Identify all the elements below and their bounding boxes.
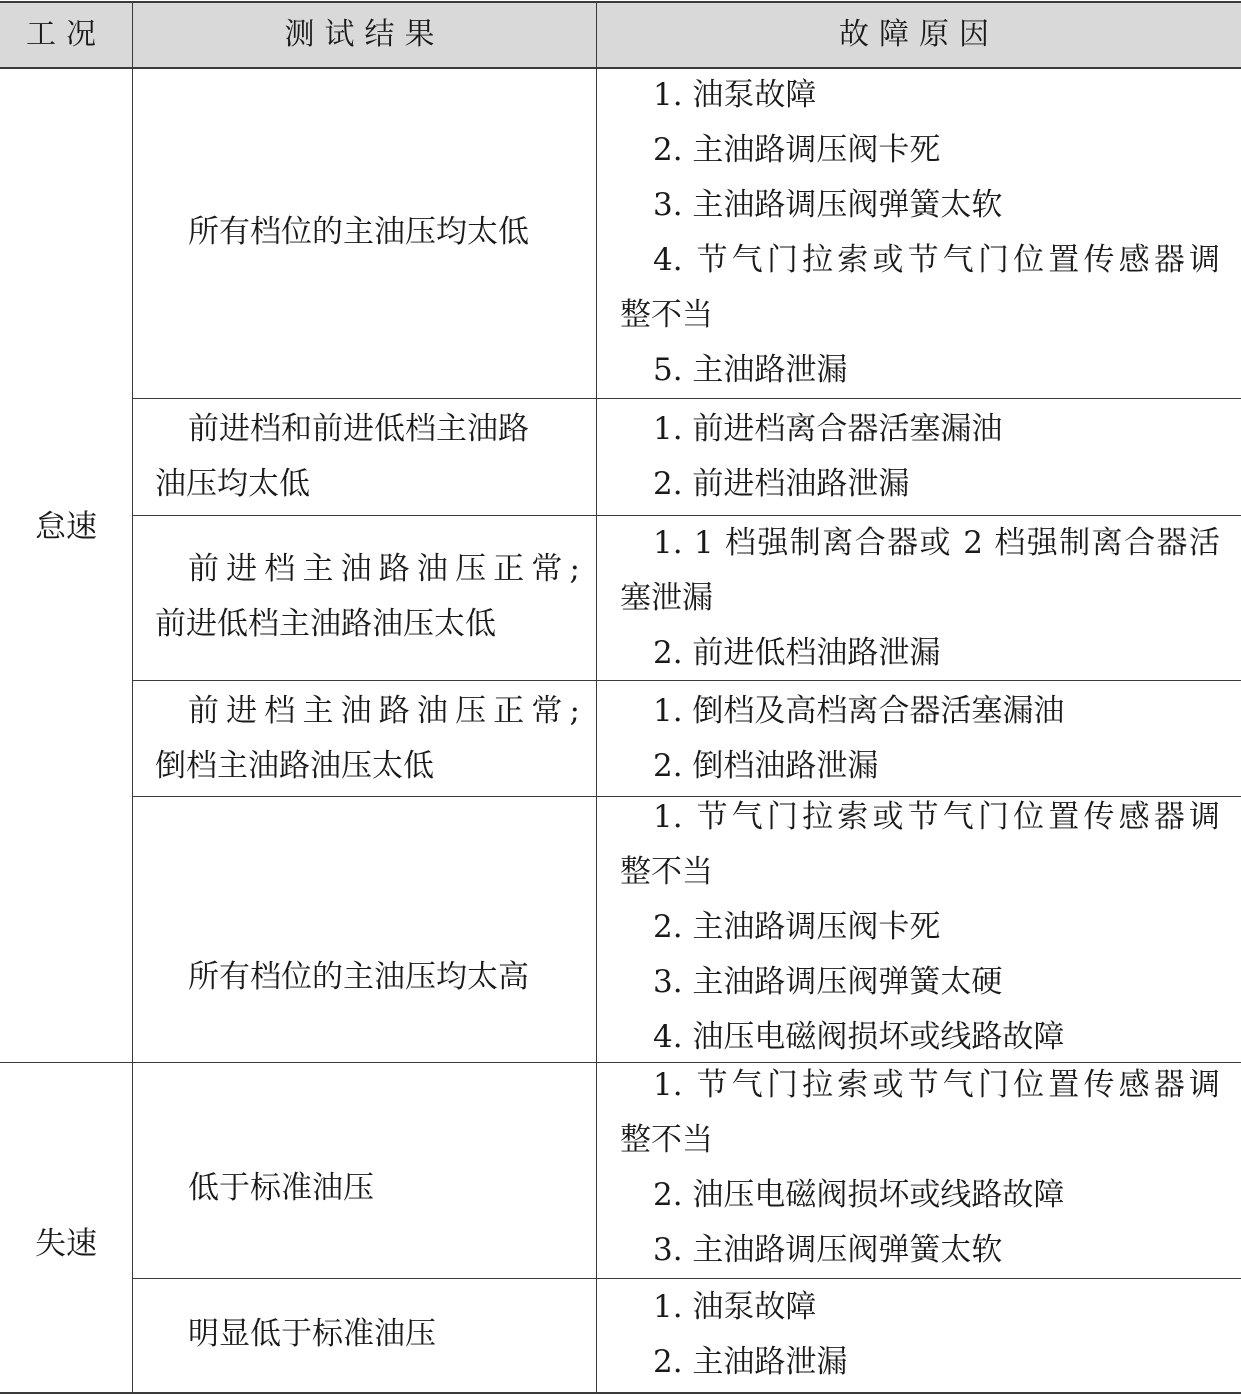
fault-cause-cell [620,68,1220,398]
header-bottom-rule [0,67,1241,69]
fault-cause-line: 2. 倒档油路泄漏 [653,748,879,784]
test-result-cell [155,684,580,794]
header-fault-cause: 故障原因 [839,17,999,52]
test-result-line: 倒档主油路油压太低 [155,748,434,784]
test-result-cell [155,1161,580,1216]
fault-cause-cell [620,790,1220,1065]
fault-cause-line: 3. 主油路调压阀弹簧太软 [653,1232,1003,1268]
test-result-line: 前进低档主油路油压太低 [155,606,496,642]
fault-cause-line: 2. 主油路调压阀卡死 [653,909,941,945]
table-top-rule [0,1,1241,3]
fault-cause-line: 1. 节气门拉索或节气门位置传感器调 [653,799,1220,835]
fault-cause-line: 1. 1 档强制离合器或 2 档强制离合器活 [653,525,1220,561]
fault-cause-line: 1. 节气门拉索或节气门位置传感器调 [653,1067,1220,1103]
fault-cause-cell [620,402,1220,512]
fault-cause-cell [620,516,1220,681]
test-result-cell [155,402,580,512]
fault-cause-line: 4. 节气门拉索或节气门位置传感器调 [653,242,1220,278]
fault-cause-line: 1. 倒档及高档离合器活塞漏油 [653,693,1065,729]
test-result-cell [155,1307,580,1362]
group-divider [0,1062,1241,1063]
test-result-line: 所有档位的主油压均太高 [188,959,529,995]
fault-cause-line: 整不当 [620,297,713,333]
test-result-line: 低于标准油压 [188,1170,374,1206]
fault-cause-line: 整不当 [620,854,713,890]
fault-cause-line: 1. 油泵故障 [653,77,817,113]
column-divider [596,2,597,1393]
table-bottom-rule [0,1392,1241,1394]
fault-cause-line: 4. 油压电磁阀损坏或线路故障 [653,1019,1065,1055]
test-result-line: 油压均太低 [155,466,310,502]
fault-cause-line: 3. 主油路调压阀弹簧太硬 [653,964,1003,1000]
test-result-line: 前进档和前进低档主油路 [188,411,529,447]
header-condition: 工况 [26,17,106,52]
header-test-result: 测试结果 [284,17,445,52]
column-divider [132,2,133,1393]
test-result-cell [155,542,580,652]
fault-cause-line: 1. 前进档离合器活塞漏油 [653,411,1003,447]
row-divider [133,515,1241,516]
fault-cause-line: 2. 主油路泄漏 [653,1344,848,1380]
fault-cause-line: 整不当 [620,1122,713,1158]
fault-cause-cell [620,1280,1220,1390]
test-result-cell [155,950,580,1005]
fault-cause-line: 2. 前进档油路泄漏 [653,466,910,502]
test-result-line: 前进档主油路油压正常; [188,693,580,729]
row-divider [133,680,1241,681]
row-divider [133,398,1241,399]
row-divider [133,1278,1241,1279]
row-divider [133,796,1241,797]
fault-cause-line: 塞泄漏 [620,580,713,616]
test-result-line: 前进档主油路油压正常; [188,551,580,587]
condition-cell: 怠速 [35,509,97,545]
fault-cause-line: 2. 主油路调压阀卡死 [653,132,941,168]
fault-cause-cell [620,684,1220,794]
test-result-line: 明显低于标准油压 [188,1316,436,1352]
fault-cause-cell [620,1058,1220,1278]
test-result-line: 所有档位的主油压均太低 [188,214,529,250]
fault-cause-line: 1. 油泵故障 [653,1289,817,1325]
condition-cell: 失速 [35,1226,97,1262]
fault-cause-line: 3. 主油路调压阀弹簧太软 [653,187,1003,223]
fault-cause-line: 2. 油压电磁阀损坏或线路故障 [653,1177,1065,1213]
fault-cause-line: 2. 前进低档油路泄漏 [653,635,941,671]
test-result-cell [155,205,580,260]
fault-cause-line: 5. 主油路泄漏 [653,352,848,388]
